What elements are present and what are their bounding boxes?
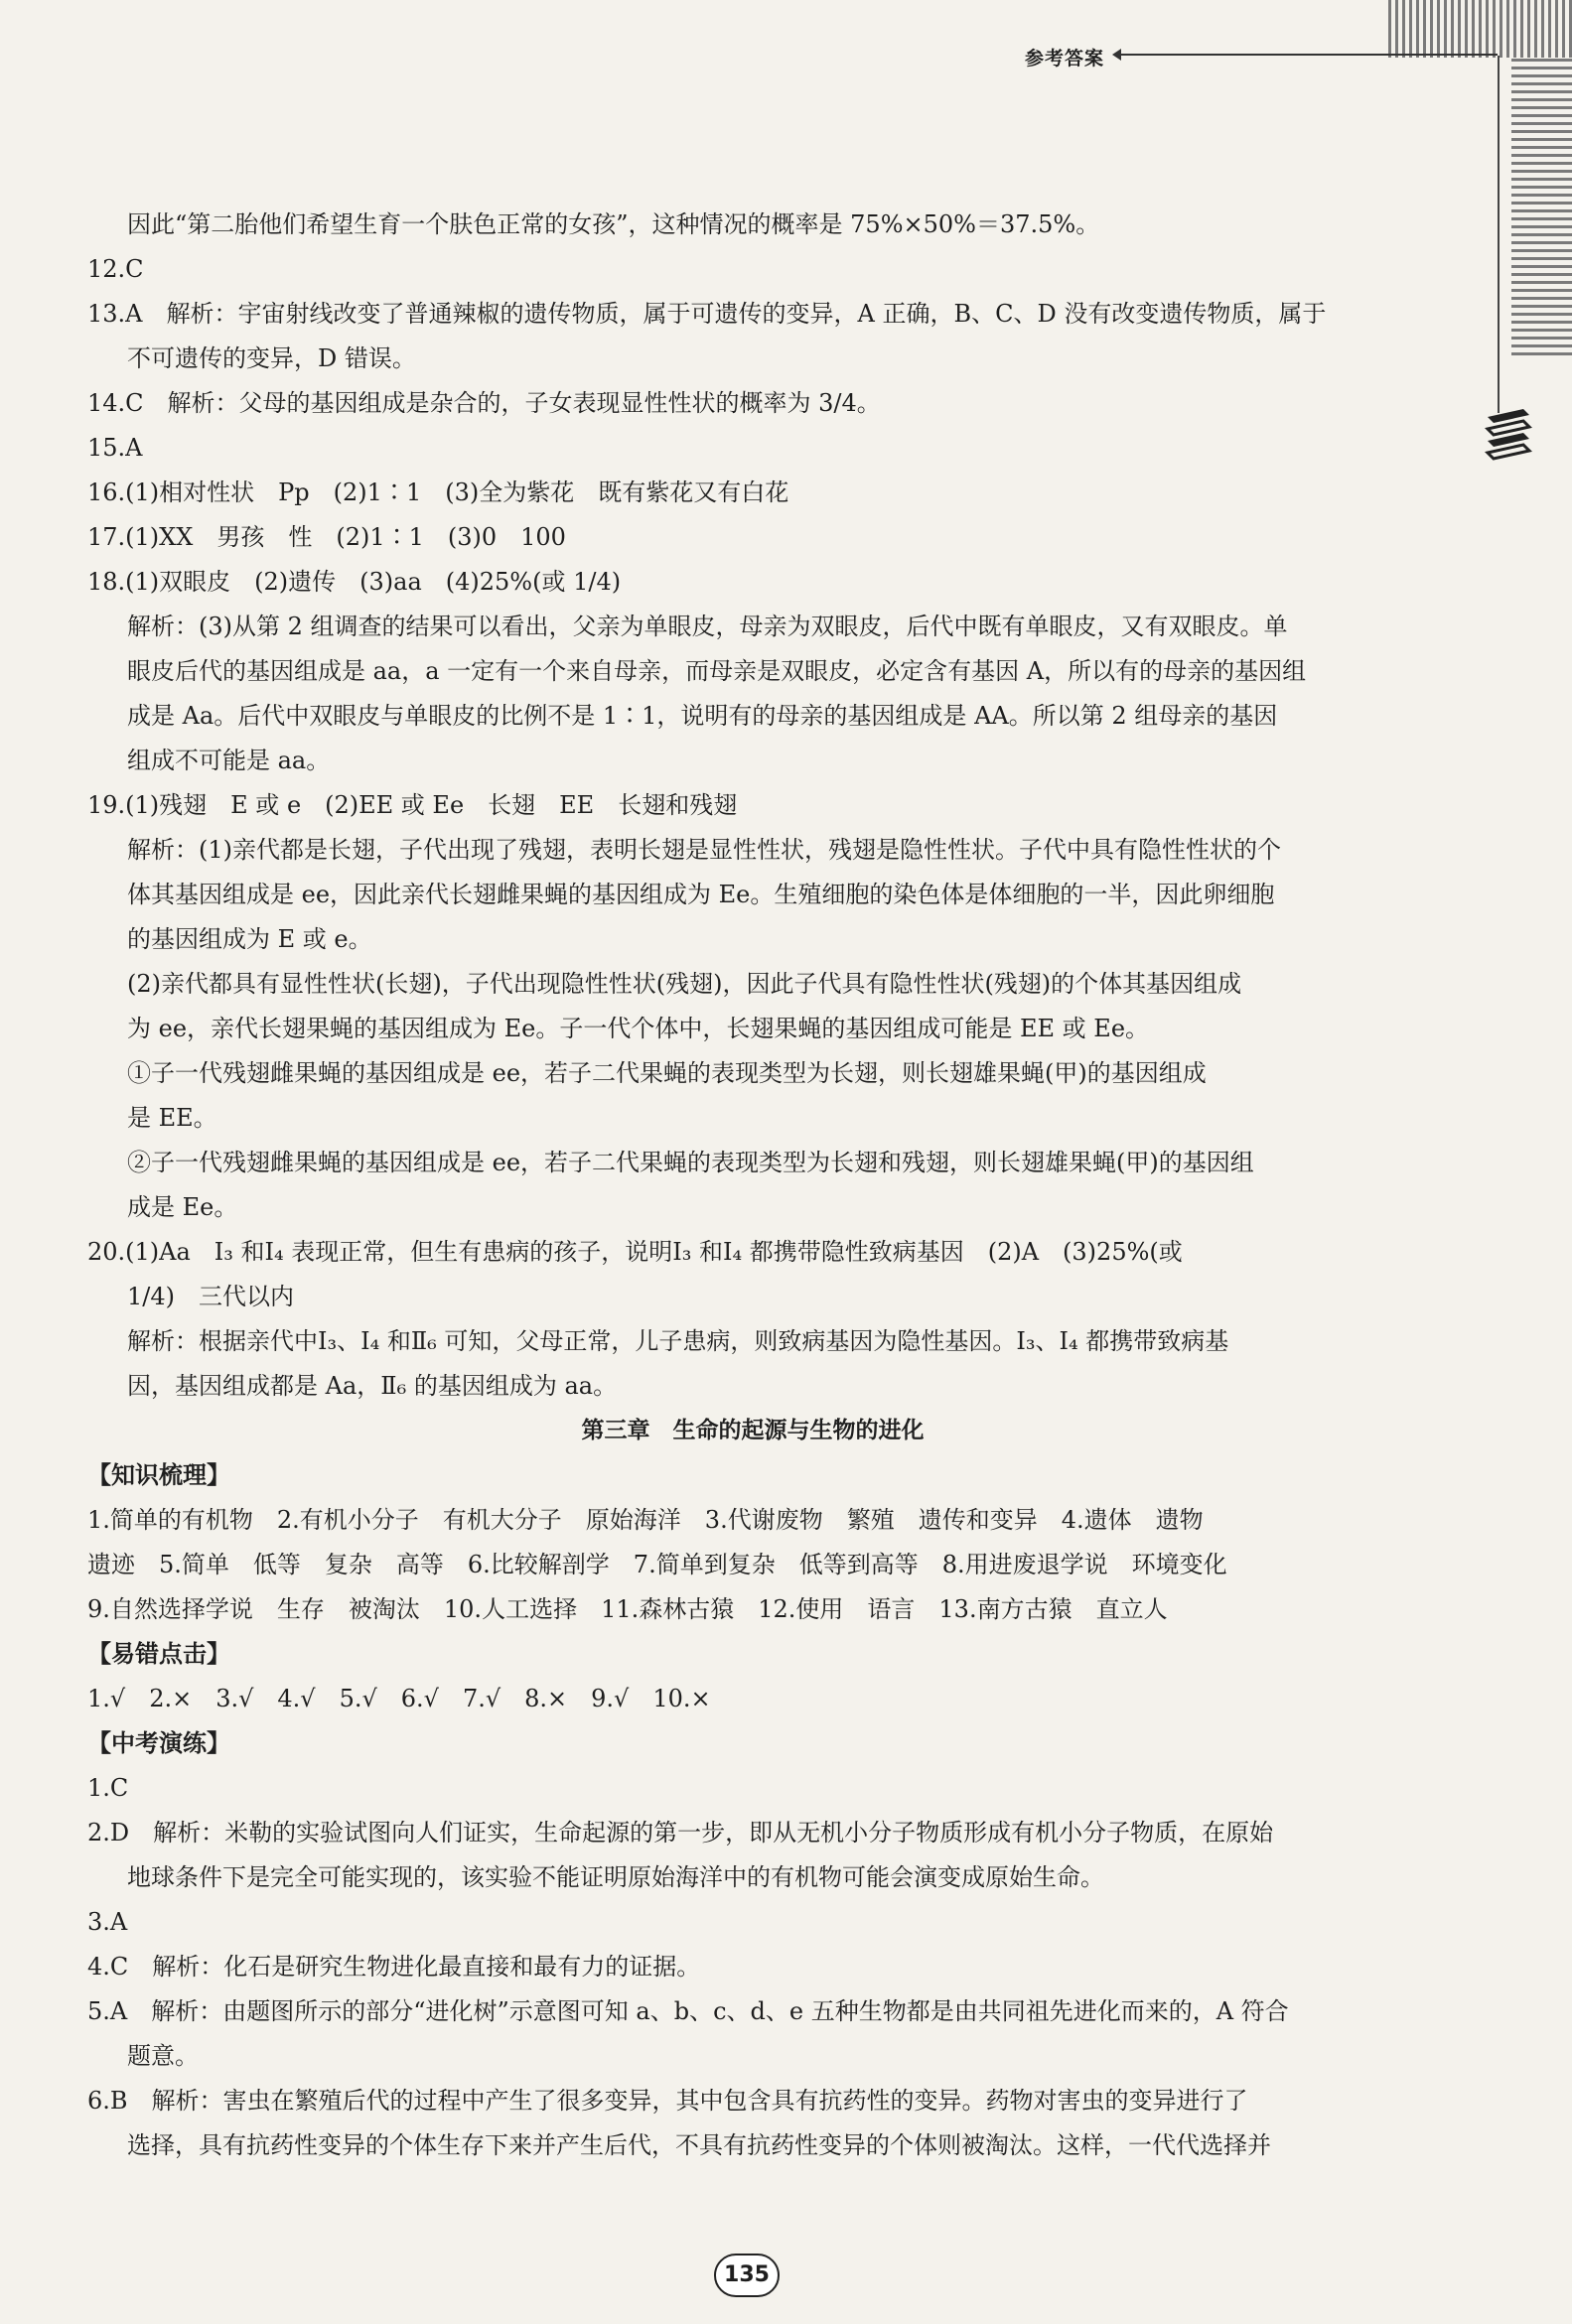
header-arrow-icon bbox=[1120, 54, 1498, 56]
text-line: 13.A 解析：宇宙射线改变了普通辣椒的遗传物质，属于可遗传的变异，A 正确，B、C、D 没有改变遗传物质，属于 bbox=[87, 300, 1327, 328]
text-line: 12.C bbox=[87, 255, 144, 283]
text-line: 解析：(3)从第 2 组调查的结果可以看出，父亲为单眼皮，母亲为双眼皮，后代中既有单眼皮，又有双眼皮。单 bbox=[127, 613, 1288, 640]
text-line: 是 EE。 bbox=[127, 1104, 217, 1132]
books-icon bbox=[1484, 403, 1533, 463]
text-line: 19.(1)残翅 E 或 e (2)EE 或 Ee 长翅 EE 长翅和残翅 bbox=[87, 791, 738, 819]
section-heading: 【易错点击】 bbox=[87, 1640, 230, 1668]
text-line: 成是 Ee。 bbox=[127, 1193, 238, 1221]
text-line: (2)亲代都具有显性性状(长翅)，子代出现隐性性状(残翅)，因此子代具有隐性性状(残翅)的个体其基因组成 bbox=[127, 970, 1242, 998]
text-line: 20.(1)Aa Ⅰ₃ 和Ⅰ₄ 表现正常，但生有患病的孩子，说明Ⅰ₃ 和Ⅰ₄ 都携带隐性致病基因 (2)A (3)25%(或 bbox=[87, 1238, 1183, 1266]
text-line: 1/4) 三代以内 bbox=[127, 1283, 294, 1310]
text-line: 体其基因组成是 ee，因此亲代长翅雌果蝇的基因组成为 Ee。生殖细胞的染色体是体细胞的一半，因此卵细胞 bbox=[127, 881, 1275, 908]
text-line: 解析：(1)亲代都是长翅，子代出现了残翅，表明长翅是显性性状，残翅是隐性性状。子代中具有隐性性状的个 bbox=[127, 836, 1281, 864]
section-heading: 【中考演练】 bbox=[87, 1729, 230, 1757]
chapter-title: 第三章 生命的起源与生物的进化 bbox=[581, 1418, 925, 1443]
text-line: ②子一代残翅雌果蝇的基因组成是 ee，若子二代果蝇的表现类型为长翅和残翅，则长翅雄果蝇(甲)的基因组 bbox=[127, 1149, 1254, 1176]
text-line: 因此“第二胎他们希望生育一个肤色正常的女孩”，这种情况的概率是 75%×50%＝37.5%。 bbox=[127, 210, 1100, 238]
text-line: 5.A 解析：由题图所示的部分“进化树”示意图可知 a、b、c、d、e 五种生物都是由共同祖先进化而来的，A 符合 bbox=[87, 1997, 1289, 2025]
text-line: 16.(1)相对性状 Pp (2)1∶1 (3)全为紫花 既有紫花又有白花 bbox=[87, 478, 789, 506]
text-line: 遗迹 5.简单 低等 复杂 高等 6.比较解剖学 7.简单到复杂 低等到高等 8.用进废退学说 环境变化 bbox=[87, 1551, 1227, 1578]
text-line: 6.B 解析：害虫在繁殖后代的过程中产生了很多变异，其中包含具有抗药性的变异。药物对害虫的变异进行了 bbox=[87, 2087, 1248, 2115]
section-heading: 【知识梳理】 bbox=[87, 1461, 230, 1489]
page-number: 135 bbox=[714, 2254, 780, 2297]
text-line: 因，基因组成都是 Aa，Ⅱ₆ 的基因组成为 aa。 bbox=[127, 1372, 618, 1400]
text-line: ①子一代残翅雌果蝇的基因组成是 ee，若子二代果蝇的表现类型为长翅，则长翅雄果蝇(甲)的基因组成 bbox=[127, 1059, 1207, 1087]
text-line: 15.A bbox=[87, 434, 143, 462]
text-line: 选择，具有抗药性变异的个体生存下来并产生后代，不具有抗药性变异的个体则被淘汰。这样，一代代选择并 bbox=[127, 2131, 1271, 2159]
text-line: 成是 Aa。后代中双眼皮与单眼皮的比例不是 1∶1，说明有的母亲的基因组成是 AA。所以第 2 组母亲的基因 bbox=[127, 702, 1278, 730]
header-stripes-decoration bbox=[1388, 0, 1572, 58]
text-line: 17.(1)XX 男孩 性 (2)1∶1 (3)0 100 bbox=[87, 523, 566, 551]
answer-content bbox=[87, 203, 1418, 2168]
text-line: 眼皮后代的基因组成是 aa，a 一定有一个来自母亲，而母亲是双眼皮，必定含有基因 A，所以有的母亲的基因组 bbox=[127, 657, 1307, 685]
text-line: 的基因组成为 E 或 e。 bbox=[127, 925, 372, 953]
text-line: 不可遗传的变异，D 错误。 bbox=[127, 344, 416, 372]
text-line: 为 ee，亲代长翅果蝇的基因组成为 Ee。子一代个体中，长翅果蝇的基因组成可能是 EE 或 Ee。 bbox=[127, 1015, 1150, 1042]
text-line: 组成不可能是 aa。 bbox=[127, 747, 331, 774]
text-line: 3.A bbox=[87, 1908, 128, 1936]
side-rule bbox=[1498, 56, 1500, 413]
text-line: 地球条件下是完全可能实现的，该实验不能证明原始海洋中的有机物可能会演变成原始生命。 bbox=[127, 1863, 1104, 1891]
text-line: 18.(1)双眼皮 (2)遗传 (3)aa (4)25%(或 1/4) bbox=[87, 568, 622, 596]
text-line: 2.D 解析：米勒的实验试图向人们证实，生命起源的第一步，即从无机小分子物质形成有机小分子物质，在原始 bbox=[87, 1819, 1274, 1846]
text-line: 1.C bbox=[87, 1774, 129, 1802]
side-stripes-decoration bbox=[1511, 58, 1572, 355]
text-line: 4.C 解析：化石是研究生物进化最直接和最有力的证据。 bbox=[87, 1953, 701, 1981]
text-line: 1.√ 2.× 3.√ 4.√ 5.√ 6.√ 7.√ 8.× 9.√ 10.× bbox=[87, 1685, 711, 1712]
text-line: 14.C 解析：父母的基因组成是杂合的，子女表现显性性状的概率为 3/4。 bbox=[87, 389, 881, 417]
text-line: 9.自然选择学说 生存 被淘汰 10.人工选择 11.森林古猿 12.使用 语言 13.南方古猿 直立人 bbox=[87, 1595, 1168, 1623]
header-label: 参考答案 bbox=[1025, 48, 1105, 69]
text-line: 1.简单的有机物 2.有机小分子 有机大分子 原始海洋 3.代谢废物 繁殖 遗传和变异 4.遗体 遗物 bbox=[87, 1506, 1204, 1534]
text-line: 题意。 bbox=[127, 2042, 199, 2070]
text-line: 解析：根据亲代中Ⅰ₃、Ⅰ₄ 和Ⅱ₆ 可知，父母正常，儿子患病，则致病基因为隐性基因。Ⅰ₃、Ⅰ₄ 都携带致病基 bbox=[127, 1327, 1229, 1355]
